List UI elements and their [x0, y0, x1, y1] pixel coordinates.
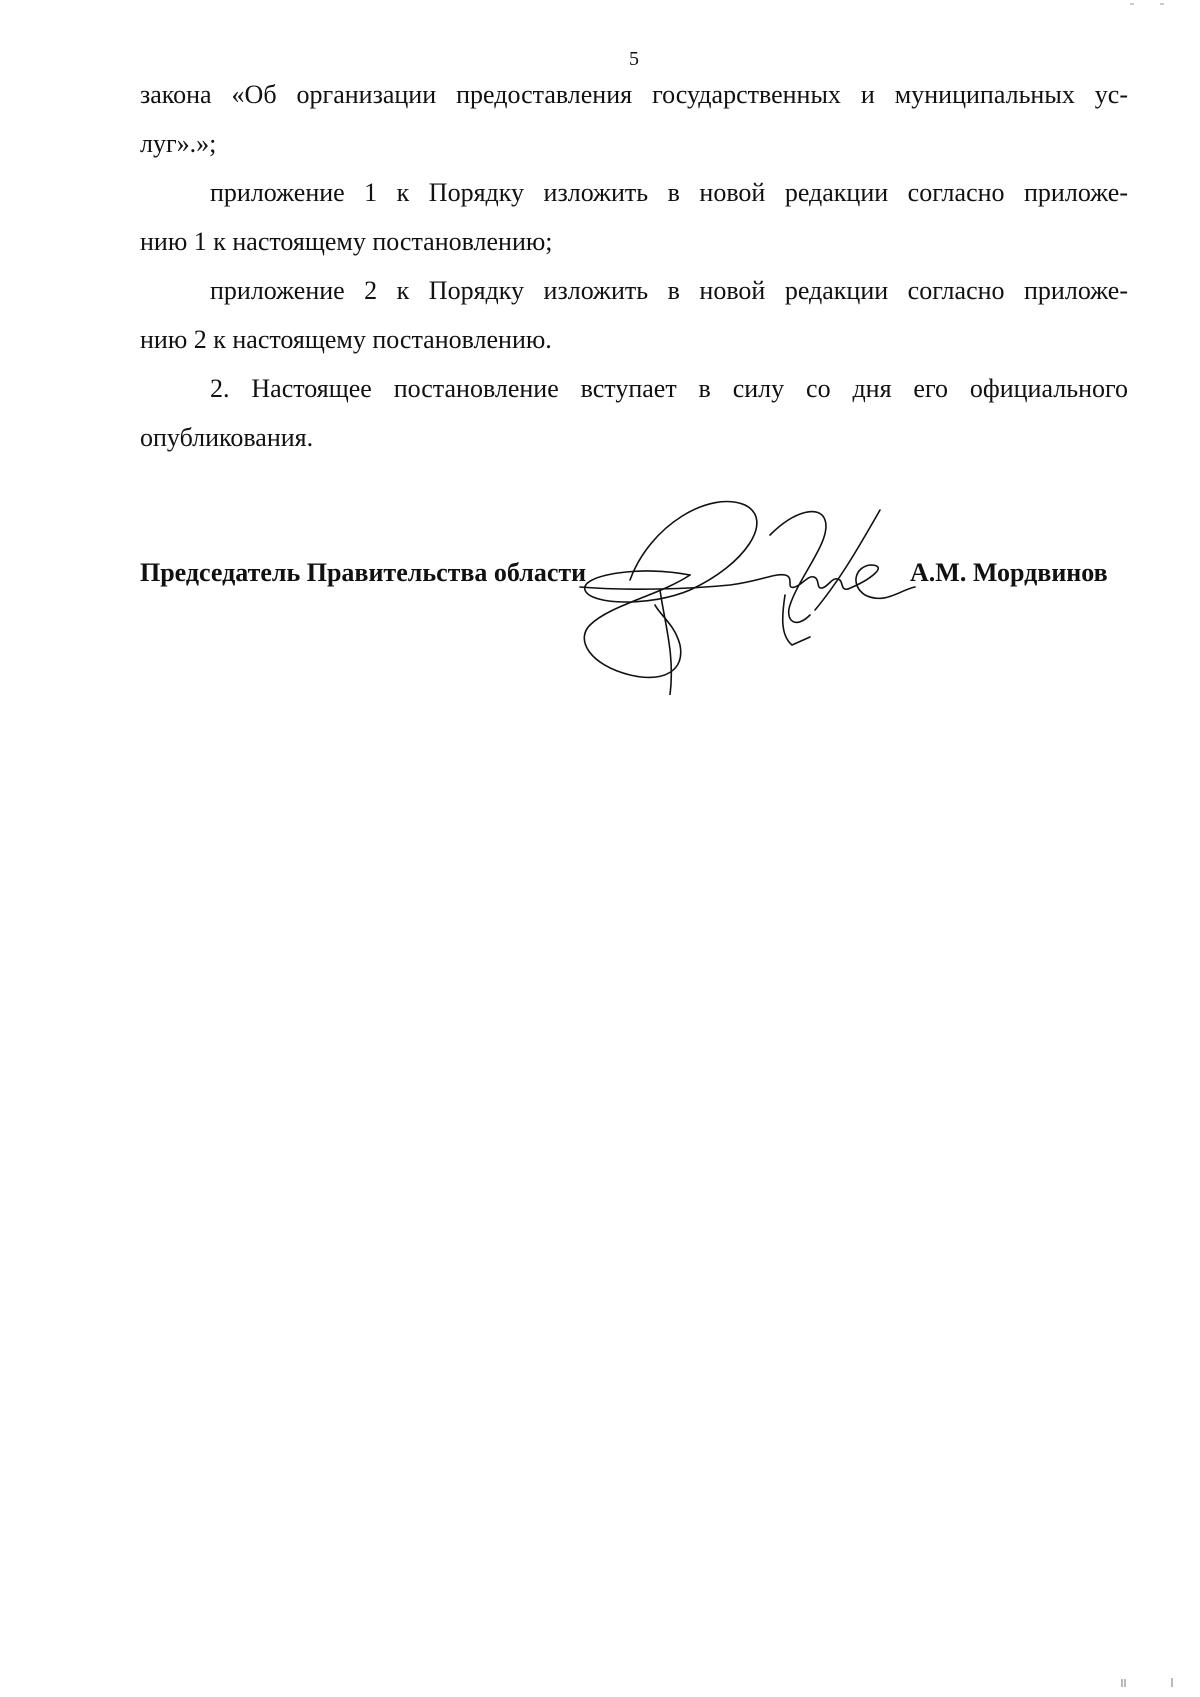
paragraph-2-line-1: приложение 1 к Порядку изложить в новой редакции согласно приложе- — [210, 178, 1128, 207]
paragraph-1-line-1: закона «Об организации предоставления государственных и муниципальных ус- — [140, 80, 1128, 109]
page-number: 5 — [629, 48, 639, 70]
signature-descender — [660, 590, 671, 695]
signature-lower-curl — [584, 575, 690, 677]
paragraph-3-line-2: нию 2 к настоящему постановлению. — [140, 325, 552, 354]
paragraph-4-line-2: опубликования. — [140, 423, 314, 452]
paragraph-3-line-1: приложение 2 к Порядку изложить в новой редакции согласно приложе- — [210, 276, 1128, 305]
signature-tail — [848, 565, 915, 598]
document-body — [140, 70, 1128, 462]
handwritten-signature — [570, 495, 930, 695]
paragraph-2-line-2: нию 1 к настоящему постановлению; — [140, 227, 553, 256]
paragraph-1-line-2: луг».»; — [140, 129, 217, 158]
signature-loop-left — [585, 502, 757, 602]
paragraph-4-line-1: 2. Настоящее постановление вступает в силу со дня его официального — [210, 374, 1128, 403]
signature-slash — [815, 510, 880, 610]
signer-name: А.М. Мордвинов — [910, 558, 1108, 587]
signature-hook — [783, 595, 810, 645]
scan-edge-mark — [1120, 0, 1180, 8]
signer-title: Председатель Правительства области — [140, 558, 587, 587]
scan-edge-mark — [1120, 1675, 1180, 1689]
